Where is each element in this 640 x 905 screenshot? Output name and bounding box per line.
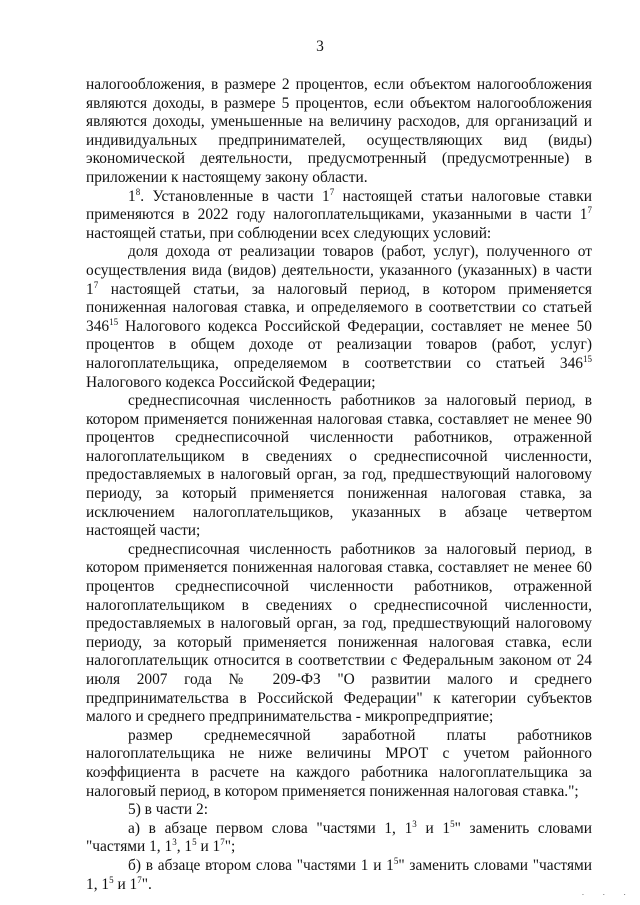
text-run: Налогового кодекса Российской Федерации, составляет не менее 50 процентов в общем доходе от реализации товаров (работ, услуг) налогоплательщика, определяемом в соответствии со статьей 346 (86, 317, 592, 372)
text-run: среднесписочная численность работников за налоговый период, в котором применяется пониженная налоговая ставка, составляет не менее 90 процентов среднесписочной численности работников, отраженной налогоплательщиком в сведениях о среднесписочной численности, предоставляемых в налоговый орган, за год, предшествующий налоговому периоду, за который применяется пониженная налоговая ставка, за исключением налогоплательщиков, указанных в абзаце четвертом настоящей части; (86, 392, 592, 540)
text-run: и 1 (196, 838, 221, 856)
text-run: а) в абзаце первом слова "частями 1, 1 (128, 819, 413, 837)
superscript-index: 7 (220, 837, 225, 848)
paragraph-3 (86, 243, 592, 392)
document-body (86, 76, 592, 894)
text-run: среднесписочная численность работников за налоговый период, в котором применяется пониженная налоговая ставка, составляет не менее 60 процентов среднесписочной численности работников, отраженной налогоплательщиком в сведениях о среднесписочной численности, предоставляемых в налоговый орган, за год, предшествующий налоговому периоду, за который применяется пониженная налоговая ставка, если налогоплательщик относится в соответствии с Федеральным законом от 24 июля 2007 года № 209-ФЗ "О развитии малого и среднего предпринимательства в Российской Федерации" к категории субъектов малого и среднего предпринимательства - микропредприятие; (86, 540, 592, 726)
superscript-index: 7 (329, 186, 335, 197)
text-run: и 1 (416, 819, 451, 837)
text-run: и 1 (113, 875, 138, 893)
text-run: настоящей статьи, при соблюдении всех следующих условий: (86, 224, 492, 242)
text-run: б) в абзаце втором слова "частями 1 и 1 (128, 856, 394, 874)
superscript-index: 7 (93, 279, 99, 290)
superscript-index: 7 (137, 874, 142, 885)
superscript-index: 3 (412, 818, 417, 829)
text-run: "; (224, 838, 236, 856)
text-run: Налогового кодекса Российской Федерации; (86, 373, 376, 391)
text-run: доля дохода от реализации товаров (работ, услуг), полученного от осуществления вида (видов) деятельности, указанного (указанных) в части 1 (86, 243, 592, 298)
superscript-index: 5 (109, 874, 114, 885)
text-run: налогообложения, в размере 2 процентов, если объектом налогообложения являются доходы, в размере 5 процентов, если объектом налогообложения являются доходы, уменьшенные на величину расходов, для организаций и индивидуальных предпринимателей, осуществляющих вид (виды) экономической деятельности, предусмотренный (предусмотренные) в приложении к настоящему закону области. (86, 76, 592, 186)
text-run: настоящей статьи налоговые ставки применяются в 2022 году налогоплательщиками, указанными в части 1 (86, 187, 592, 224)
superscript-index: 15 (109, 316, 119, 327)
superscript-index: 8 (135, 186, 141, 197)
text-run: , 1 (176, 838, 193, 856)
paragraph-2 (86, 188, 592, 244)
superscript-index: 5 (393, 855, 399, 866)
paragraph-4 (86, 392, 592, 541)
superscript-index: 5 (450, 818, 455, 829)
superscript-index: 15 (583, 353, 592, 364)
paragraph-5 (86, 541, 592, 727)
paragraph-7 (86, 801, 592, 820)
superscript-index: 5 (192, 837, 197, 848)
text-run: . Установленные в части 1 (140, 187, 330, 205)
superscript-index: 7 (587, 205, 592, 216)
page-number: 3 (316, 38, 324, 55)
text-run: размер среднемесячной заработной платы работников налогоплательщика не ниже величины МРОТ с учетом районного коэффициента в расчете на каждого работника налогоплательщика за налоговый период, в котором применяется пониженная налоговая ставка."; (86, 726, 592, 800)
text-run: ". (141, 875, 152, 893)
text-run: настоящей статьи, за налоговый период, в котором применяется пониженная налоговая ставка, и определяемого в соответствии со статьей 346 (86, 280, 592, 335)
paragraph-9 (86, 857, 592, 894)
text-run: " заменить словами "частями 1, 1 (86, 856, 592, 893)
text-run: 5) в части 2: (128, 801, 208, 819)
paragraph-8 (86, 820, 592, 857)
text-run: " заменить словами "частями 1, 1 (86, 819, 592, 856)
paragraph-1 (86, 76, 592, 188)
superscript-index: 3 (172, 837, 177, 848)
scan-marks: · · · (581, 890, 634, 899)
paragraph-6 (86, 727, 592, 801)
text-run: 1 (128, 187, 136, 205)
